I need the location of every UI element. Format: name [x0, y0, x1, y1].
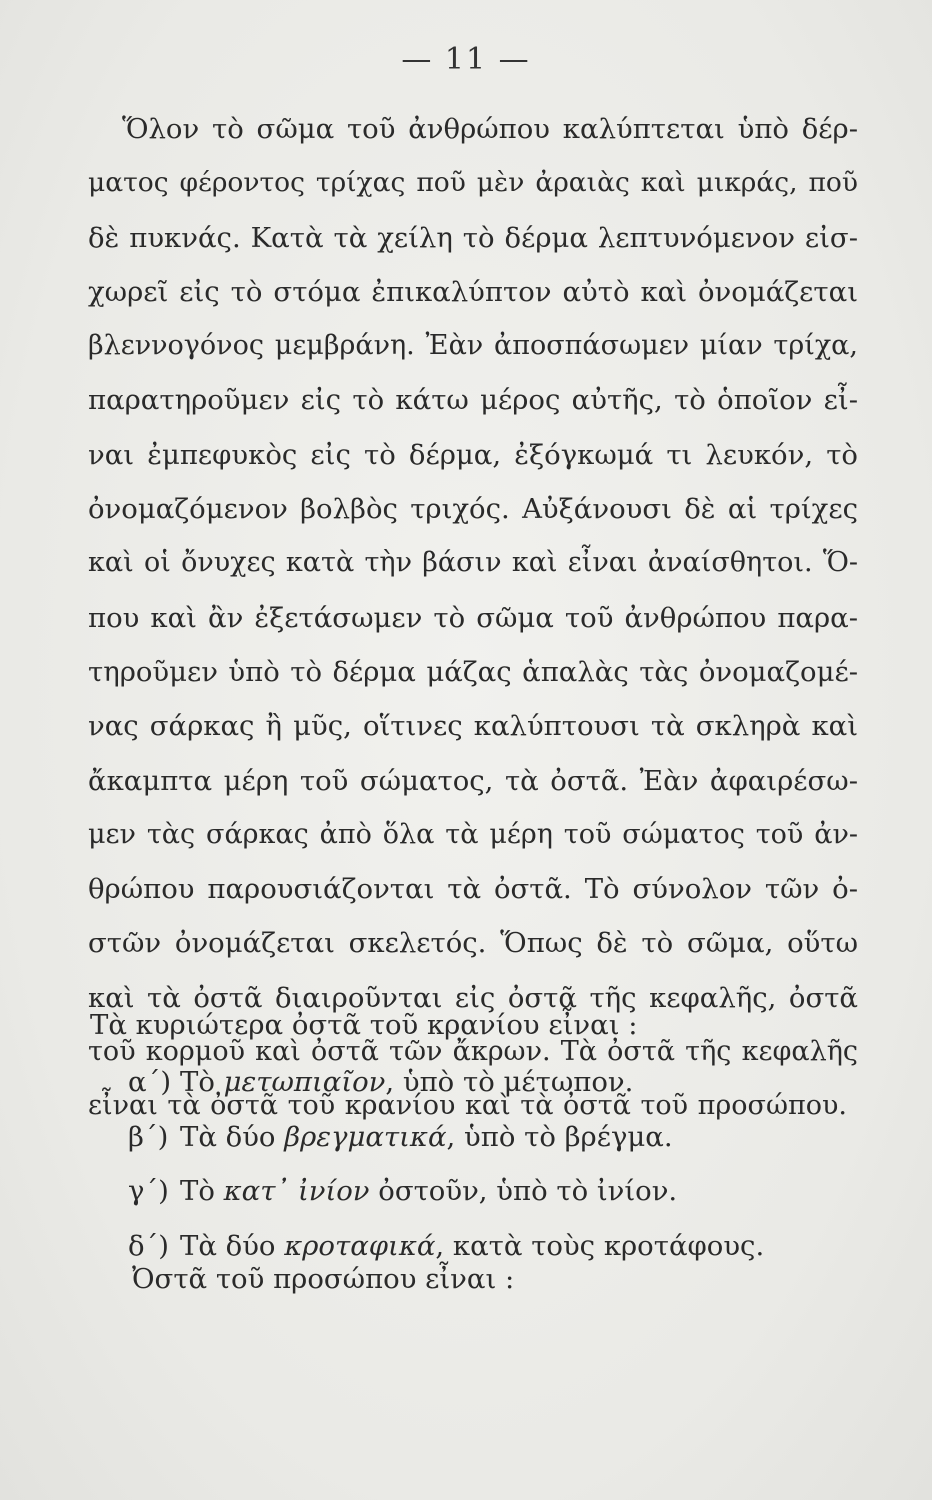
bone-term: βρεγματικά: [284, 1120, 447, 1153]
paragraph-line: τηροῦμεν ὑπὸ τὸ δέρμα μάζας ἁπαλὰς τὰς ὀνομαζομέ-: [88, 655, 858, 688]
paragraph-line: καὶ οἱ ὄνυχες κατὰ τὴν βάσιν καὶ εἶναι ἀναίσθητοι. Ὅ-: [88, 547, 858, 579]
list-item-prefix: Τὸ: [180, 1066, 224, 1098]
paragraph-line: ματος φέροντος τρίχας ποῦ μὲν ἀραιὰς καὶ μικράς, ποῦ: [88, 167, 858, 199]
paragraph-line: Ὅλον τὸ σῶμα τοῦ ἀνθρώπου καλύπτεται ὑπὸ δέρ-: [122, 113, 858, 145]
list-marker: β΄): [128, 1120, 169, 1153]
paragraph-line: μεν τὰς σάρκας ἀπὸ ὅλα τὰ μέρη τοῦ σώματος τοῦ ἀν-: [88, 818, 858, 850]
list-marker: δ΄): [128, 1229, 170, 1262]
list-marker: α΄): [128, 1066, 172, 1098]
list-item-suffix: , ὑπὸ τὸ μέτωπον.: [385, 1066, 634, 1098]
list-item: [128, 1110, 764, 1165]
paragraph-line: δὲ πυκνάς. Κατὰ τὰ χείλη τὸ δέρμα λεπτυνόμενον εἰσ-: [88, 221, 858, 254]
cranium-bone-list: [128, 1055, 764, 1273]
list-item: [128, 1164, 764, 1219]
paragraph-line: εἶναι τὰ ὀστᾶ τοῦ κρανίου καὶ τὰ ὀστᾶ τοῦ προσώπου.: [88, 1090, 847, 1122]
list-item-suffix: , ὑπὸ τὸ βρέγμα.: [446, 1120, 673, 1153]
bone-term: μετωπιαῖον: [223, 1066, 386, 1098]
face-bones-heading: Ὀστᾶ τοῦ προσώπου εἶναι :: [132, 1263, 515, 1295]
list-item: [128, 1055, 764, 1110]
paragraph-line: στῶν ὀνομάζεται σκελετός. Ὅπως δὲ τὸ σῶμα, οὕτω: [88, 927, 858, 960]
bone-term: κατ᾽ ἰνίον: [223, 1175, 370, 1207]
paragraph-line: ἄκαμπτα μέρη τοῦ σώματος, τὰ ὀστᾶ. Ἐὰν ἀφαιρέσω-: [88, 764, 858, 797]
list-item-prefix: Τὰ δύο: [180, 1229, 285, 1262]
paragraph-line: παρατηροῦμεν εἰς τὸ κάτω μέρος αὐτῆς, τὸ ὁποῖον εἶ-: [88, 384, 858, 417]
main-paragraph: [88, 102, 858, 1134]
page-number: — 11 —: [401, 42, 531, 77]
list-marker: γ΄): [128, 1175, 169, 1207]
paragraph-line: τοῦ κορμοῦ καὶ ὀστᾶ τῶν ἄκρων. Τὰ ὀστᾶ τῆς κεφαλῆς: [88, 1036, 858, 1068]
paragraph-line: που καὶ ἂν ἐξετάσωμεν τὸ σῶμα τοῦ ἀνθρώπου παρα-: [88, 601, 858, 634]
list-item-prefix: Τὸ: [180, 1175, 224, 1207]
paragraph-line: ναι ἐμπεφυκὸς εἰς τὸ δέρμα, ἐξόγκωμά τι λευκόν, τὸ: [88, 438, 858, 471]
list-item-suffix: , κατὰ τοὺς κροτάφους.: [435, 1229, 765, 1262]
paragraph-line: βλεννογόνος μεμβράνη. Ἐὰν ἀποσπάσωμεν μίαν τρίχα,: [88, 330, 858, 362]
cranium-heading: Τὰ κυριώτερα ὀστᾶ τοῦ κρανίου εἶναι :: [90, 1009, 638, 1041]
paragraph-line: θρώπου παρουσιάζονται τὰ ὀστᾶ. Τὸ σύνολον τῶν ὀ-: [88, 873, 858, 906]
list-item-prefix: Τὰ δύο: [180, 1120, 285, 1153]
paragraph-line: χωρεῖ εἰς τὸ στόμα ἐπικαλύπτον αὐτὸ καὶ ὀνομάζεται: [88, 275, 858, 308]
paragraph-line: ὀνομαζόμενον βολβὸς τριχός. Αὐξάνουσι δὲ αἱ τρίχες: [88, 493, 858, 526]
list-item-suffix: ὀστοῦν, ὑπὸ τὸ ἰνίον.: [369, 1175, 678, 1207]
paragraph-line: καὶ τὰ ὀστᾶ διαιροῦνται εἰς ὀστᾶ τῆς κεφαλῆς, ὀστᾶ: [88, 981, 858, 1014]
bone-term: κροταφικά: [284, 1229, 436, 1262]
paragraph-line: νας σάρκας ἢ μῦς, οἵτινες καλύπτουσι τὰ σκληρὰ καὶ: [88, 710, 858, 743]
